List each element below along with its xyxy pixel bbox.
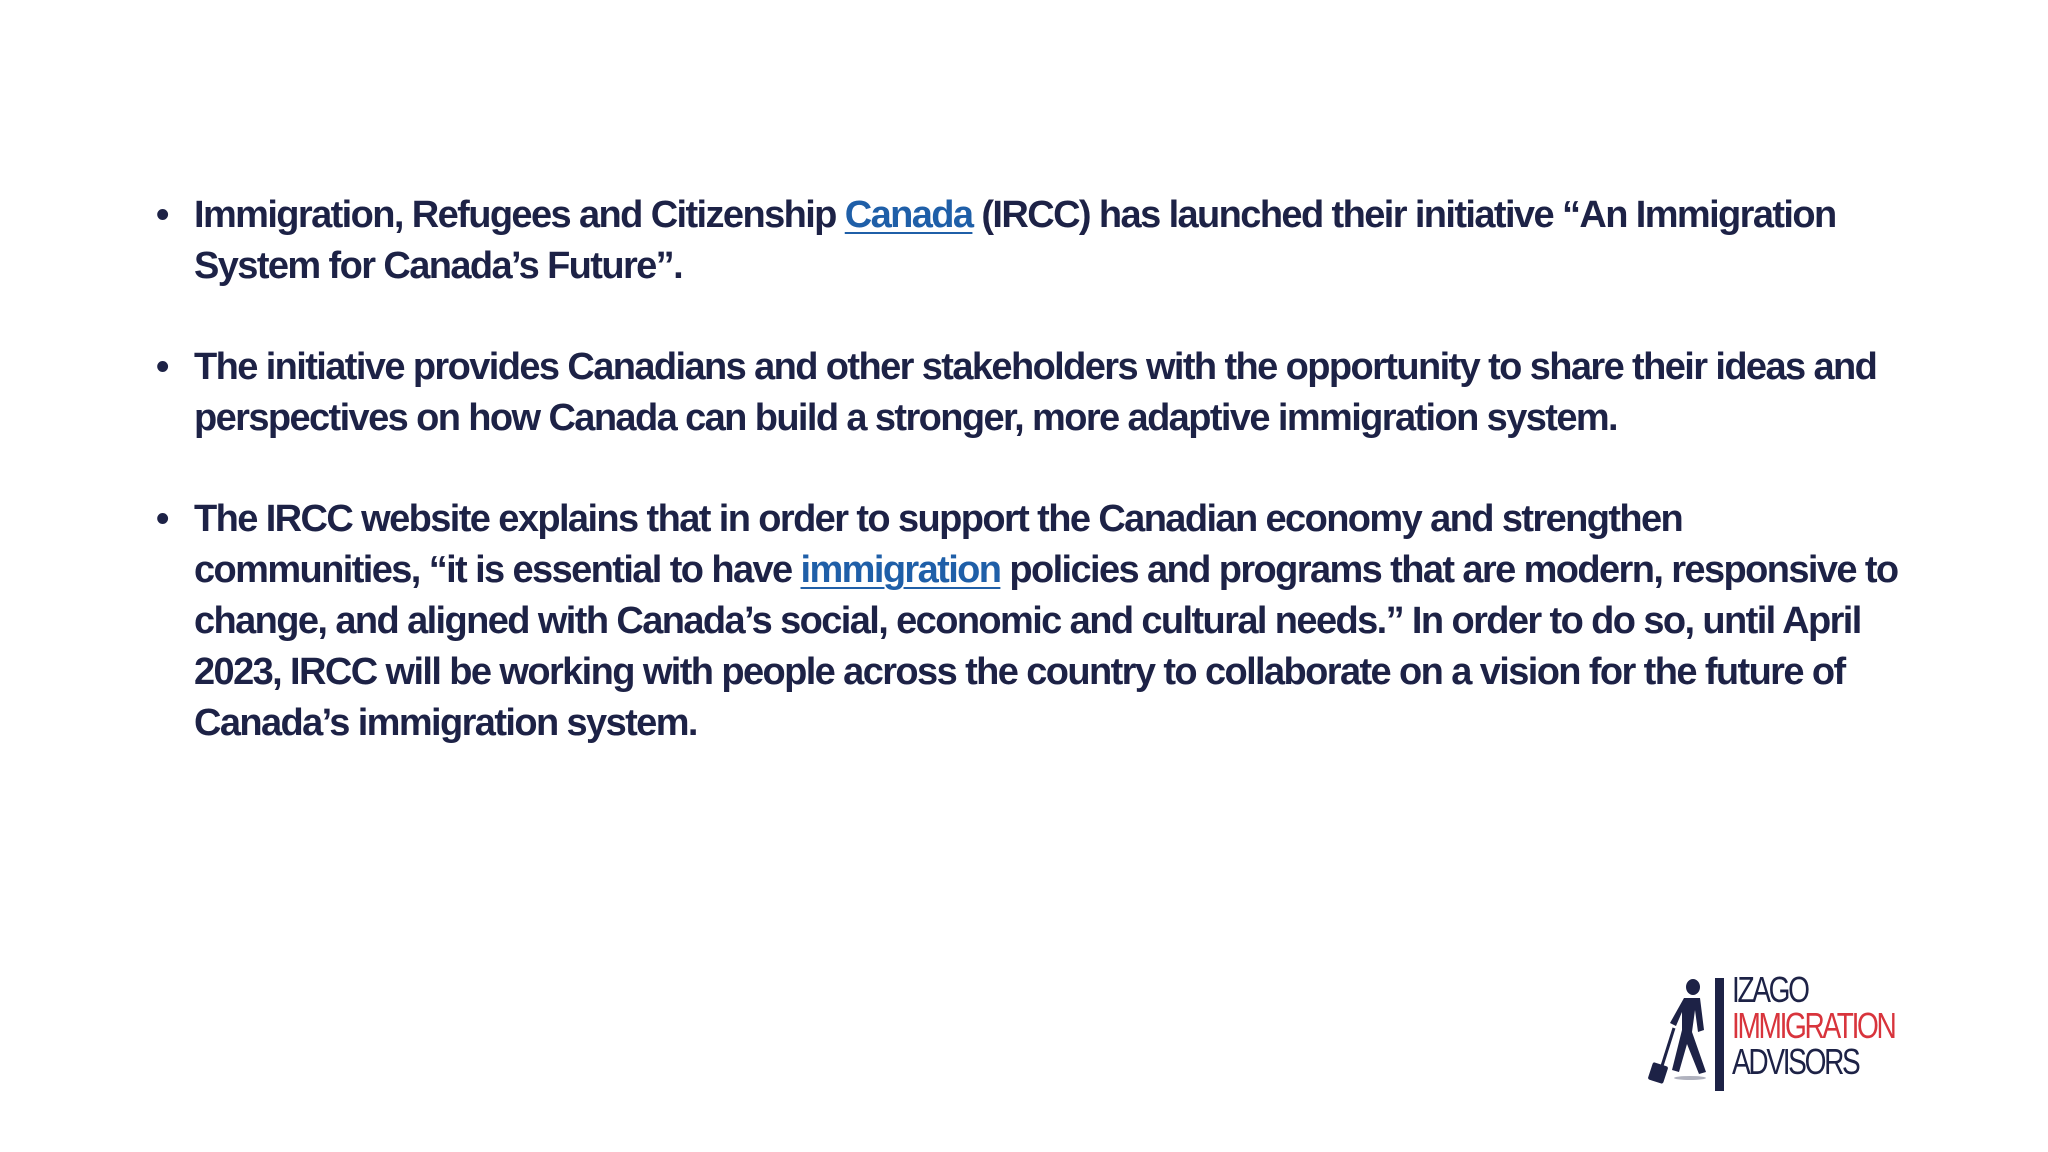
logo-line-izago: IZAGO: [1732, 969, 1808, 1010]
bullet-dot: •: [156, 346, 168, 388]
immigration-link[interactable]: immigration: [800, 549, 1001, 591]
bullet-item-3: [148, 494, 1908, 749]
bullet-dot: •: [156, 194, 168, 236]
bullet-1-text-end: (IRCC) has launched their initiative “An Immigration System for Canada’s Future”.: [194, 194, 1836, 287]
logo-line-immigration: IMMIGRATION: [1732, 1005, 1895, 1046]
bullet-dot: •: [156, 498, 168, 540]
bullet-1-text-start: Immigration, Refugees and Citizenship: [194, 194, 845, 236]
logo-divider-bar: [1715, 978, 1724, 1091]
bullet-2-text: The initiative provides Canadians and other stakeholders with the opportunity to share their ideas and perspectives on how Canada can build a stronger, more adaptive immigration system.: [194, 346, 1877, 439]
canada-link[interactable]: Canada: [844, 194, 973, 236]
traveler-silhouette-icon: [1648, 968, 1718, 1090]
bullet-3-text-end: policies and programs that are modern, responsive to change, and aligned with Canada’s social, economic and cultural needs.” In order to do so, until April 2023, IRCC will be working with people across the country to collaborate on a vision for the future of Canada’s immigration system.: [194, 549, 1898, 744]
bullet-3-text-start: The IRCC website explains that in order to support the Canadian economy and strengthen communities, “it is essential to have: [194, 498, 1683, 591]
izago-logo: [1648, 968, 1948, 1088]
logo-line-advisors: ADVISORS: [1732, 1041, 1859, 1082]
bullet-item-2: [148, 342, 1908, 444]
bullet-list: [148, 190, 1908, 799]
logo-wordmark: [1732, 969, 1895, 1082]
bullet-item-1: [148, 190, 1908, 292]
